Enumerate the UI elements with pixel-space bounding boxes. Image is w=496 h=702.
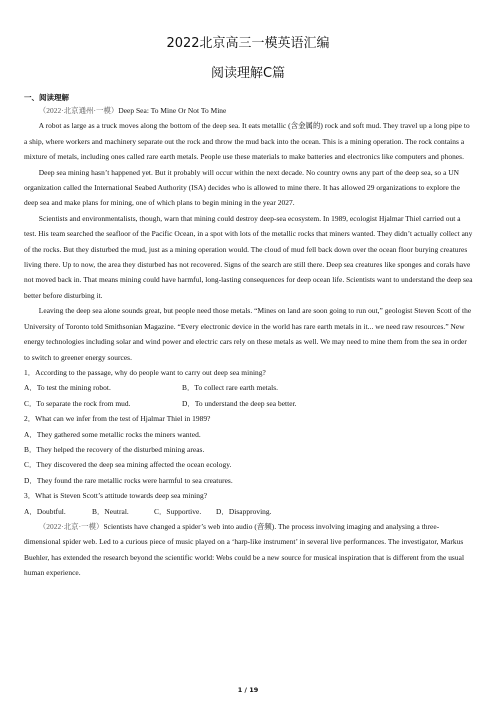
question-options: [24, 504, 474, 519]
question-stem: 3．What is Steven Scott’s attitude towards deep sea mining?: [24, 491, 208, 501]
passage-paragraph: [24, 519, 474, 581]
option-a: A．To test the mining robot.: [24, 383, 111, 393]
option-c: C．Supportive.: [154, 506, 202, 516]
question-options: [24, 380, 474, 395]
option-c: C．They discovered the deep sea mining affected the ocean ecology.: [24, 460, 232, 470]
passage-paragraph: Deep sea mining hasn’t happened yet. But it probably will occur within the next decade. No country owns any part of the deep sea, so a UN organization called the International Seabed Authority (ISA) decides who is allowed to mine there. It has allowed 29 organizations to explore the deep sea and make plans for mining, one of which plans to begin mining in the year 2027.: [24, 167, 460, 208]
option-a: A．They gathered some metallic rocks the miners wanted.: [24, 429, 201, 439]
question-stem: 2．What can we infer from the test of Hjalmar Thiel in 1989?: [24, 414, 211, 424]
passage-source: （2022·北京通州·一模）: [38, 106, 119, 115]
option-d: D．They found the rare metallic rocks were harmful to sea creatures.: [24, 475, 233, 485]
option-d: D．Disapproving.: [216, 506, 272, 516]
passage-text: Scientists have changed a spider’s web into audio (音频). The process involving imaging and analysing a three-dimensional spider web. Led to a curious piece of music played on a ‘harp-like instrument’ in several live performances. The investigator, Markus Buehler, has extended the research beyond the scientific world: Webs could be a new source for musical inspiration that is different from the usual human experience.: [24, 521, 465, 578]
passage-source: （2022·北京·一模）: [38, 521, 104, 531]
option-a: A．Doubtful.: [24, 506, 66, 516]
passage-body: [24, 103, 474, 581]
passage-paragraph: A robot as large as a truck moves along the bottom of the deep sea. It eats metallic (含金属的) rock and soft mud. They travel up a long pipe to a ship, where workers and machinery separate out the rock and throw the mud back into the ocean. This is a mining operation. The rock contains a mixture of metals, including ones called rare earth metals. People use these materials to make batteries and electronics like computers and phones.: [24, 121, 470, 162]
document-title: 2022北京高三一模英语汇编: [166, 36, 330, 51]
question-options: [24, 396, 474, 411]
passage-title: Deep Sea: To Mine Or Not To Mine: [118, 106, 227, 115]
option-b: B．To collect rare earth metals.: [182, 383, 279, 393]
option-b: B．Neutral.: [92, 506, 129, 516]
document-subtitle: 阅读理解C篇: [210, 66, 286, 81]
option-b: B．They helped the recovery of the disturbed mining areas.: [24, 444, 205, 454]
passage-paragraph: Scientists and environmentalists, though, warn that mining could destroy deep-sea ecosystem. In 1989, ecologist Hjalmar Thiel carried out a test. His team searched the seafloor of the Pacific Ocean, in a spot with lots of the metallic rocks that miners wanted. They didn’t actually collect any of the rocks. But they disturbed the mud, just as a mining operation would. The cloud of mud fell back down over the ocean floor burying creatures living there. Up to now, the area they disturbed has not recovered. Signs of the search are still there. Deep sea creatures like sponges and corals have not moved back in. That means mining could have harmful, long-lasting consequences for deep ocean life. Scientists want to understand the deep sea better before disturbing it.: [24, 213, 473, 300]
passage-title-line: [24, 103, 474, 118]
passage-paragraph: Leaving the deep sea alone sounds great, but people need those metals. “Mines on land are soon going to run out,” geologist Steven Scott of the University of Toronto told Smithsonian Magazine. “Every electronic device in the world has rare earth metals in it... we need raw resources.” New energy technologies including solar and wind power and electric cars rely on these metals as well. We may need to mine them from the sea in order to switch to greener energy sources.: [24, 306, 472, 362]
option-c: C．To separate the rock from mud.: [24, 398, 131, 408]
question-stem: 1．According to the passage, why do people want to carry out deep sea mining?: [24, 367, 266, 377]
option-d: D．To understand the deep sea better.: [182, 398, 297, 408]
section-heading: 一、阅读理解: [24, 93, 69, 102]
page-number: 1 / 19: [237, 686, 259, 694]
